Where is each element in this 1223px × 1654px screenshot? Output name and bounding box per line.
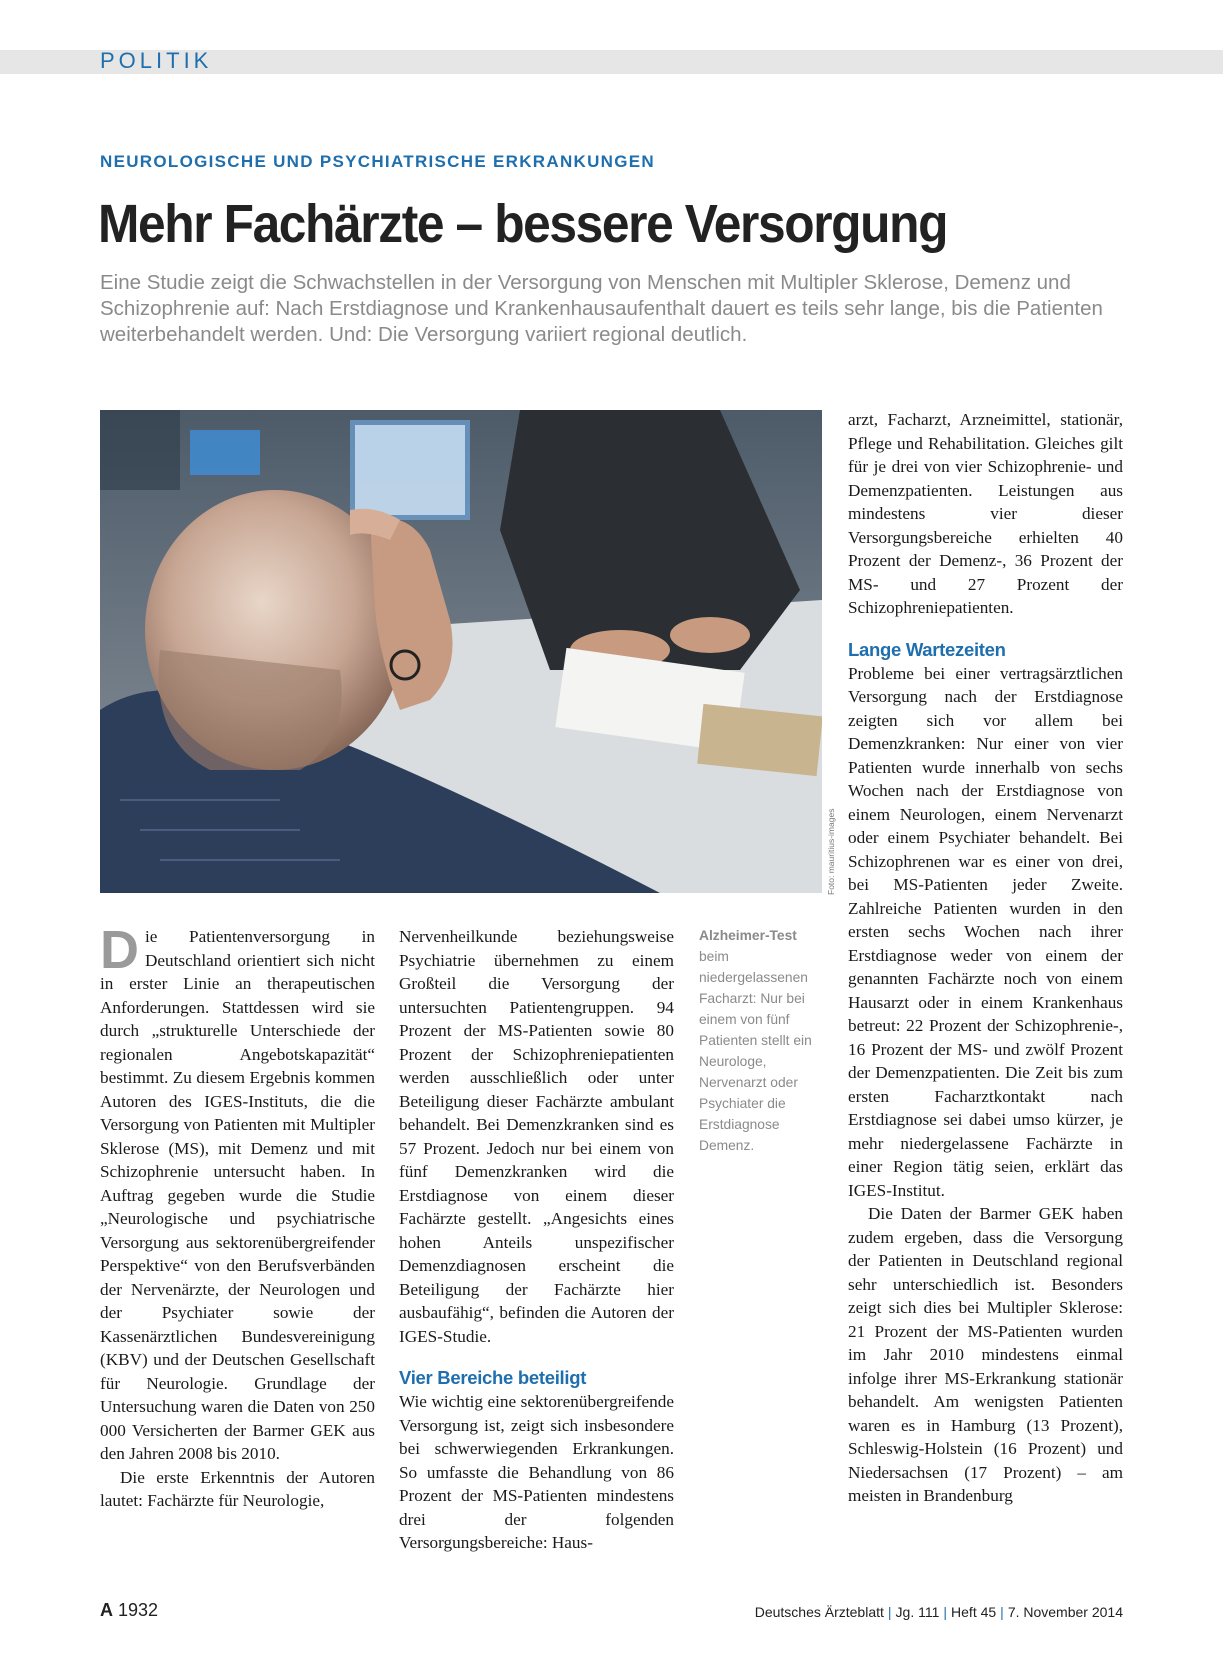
caption-title: Alzheimer-Test (699, 928, 797, 943)
photo-caption (699, 925, 829, 1156)
drop-cap: D (100, 920, 139, 980)
paragraph: Die erste Erkenntnis der Autoren lautet: Fachärzte für Neurologie, (100, 1467, 375, 1510)
article-title: Mehr Fachärzte – bessere Versorgung (98, 194, 948, 254)
journal-date: 7. November 2014 (1007, 1604, 1123, 1620)
subheading: Lange Wartezeiten (848, 638, 1006, 660)
section-label: POLITIK (100, 48, 213, 73)
body-column-3 (848, 408, 1123, 1508)
photo-illustration (100, 410, 822, 893)
subheading: Vier Bereiche beteiligt (399, 1367, 587, 1388)
journal-footer: Deutsches Ärzteblatt | Jg. 111 | Heft 45 | 7. November 2014 (754, 1604, 1123, 1620)
journal-issue: Heft 45 (951, 1604, 997, 1620)
paragraph: arzt, Facharzt, Arzneimittel, stationär, Pflege und Rehabilitation. Gleiches gilt für je drei von vier Schizophrenie- und Demenzpatienten. Leistungen aus mindestens vier dieser Versorgungsbereiche erhielten 40 Prozent der Demenz-, 36 Prozent der MS- und 27 Prozent der Schizophreniepatienten. (848, 410, 1123, 617)
journal-name: Deutsches Ärzteblatt (754, 1604, 884, 1620)
caption-text: beim niedergelassenen Facharzt: Nur bei einem von fünf Patienten stellt ein Neurologe, Nervenarzt oder Psychiater die Erstdiagnose Demenz. (699, 949, 812, 1153)
paragraph: Die Patientenversorgung in Deutschland orientiert sich nicht in erster Linie an therapeutischen Anforderungen. Stattdessen wird sie durch „strukturelle Unterschiede der regionalen Angebotskapazität“ bestimmt. Zu diesem Ergebnis kommen Autoren des IGES-Instituts, die die Versorgung von Patienten mit Multipler Sklerose (MS), mit Demenz und mit Schizophrenie untersucht haben. In Auftrag gegeben wurde die Studie „Neurologische und psychiatrische Versorgung aus sektorenübergreifender Perspektive“ von den Berufsverbänden der Nervenärzte, der Neurologen und der Psychiater sowie der Kassenärztlichen Bundesvereinigung (KBV) und der Deutschen Gesellschaft für Neurologie. Grundlage der Untersuchung waren die Daten von 250 000 Versicherten der Barmer GEK aus den Jahren 2008 bis 2010. (100, 920, 375, 1463)
journal-volume: Jg. 111 (895, 1604, 940, 1620)
page-number: A 1932 (100, 1600, 159, 1620)
article-photo (100, 410, 822, 893)
paragraph: Probleme bei einer vertragsärztlichen Versorgung nach der Erstdiagnose zeigten sich vor allem bei Demenzkranken: Nur einer von vier Patienten wurde innerhalb von sechs Wochen nach der Erstdiagnose von einem Neurologen, einem Nervenarzt oder einem Psychiater behandelt. Bei Schizophrenen war es einer von drei, bei MS-Patienten jeder Zweite. Zahlreiche Patienten wurden in den ersten sechs Wochen nach ihrer Erstdiagnose weder von einem der genannten Fachärzte noch von einem Hausarzt oder in einem Krankenhaus betreut: 22 Prozent der Schizophrenie-, 16 Prozent der MS- und zwölf Prozent der Demenzpatienten. Die Zeit bis zum ersten Facharztkontakt nach Erstdiagnose sei dabei umso kürzer, je mehr niedergelassene Fachärzte in einer Region tätig seien, erklärt das IGES-Institut. (848, 663, 1123, 1200)
article-lead: Eine Studie zeigt die Schwachstellen in der Versorgung von Menschen mit Multipler Sklerose, Demenz und Schizophrenie auf: Nach Erstdiagnose und Krankenhausaufenthalt dauert es teils sehr lange, bis die Patienten weiterbehandelt werden. Und: Die Versorgung variiert regional deutlich. (100, 271, 1103, 346)
photo-credit: Foto: mauritius-images (826, 808, 836, 895)
body-column-1 (100, 920, 375, 1513)
paragraph: Wie wichtig eine sektorenübergreifende Versorgung ist, zeigt sich insbesondere bei schwerwiegenden Erkrankungen. So umfasste die Behandlung von 86 Prozent der MS-Patienten mindestens drei der folgenden Versorgungsbereiche: Haus- (399, 1392, 674, 1552)
paragraph: Nervenheilkunde beziehungsweise Psychiatrie übernehmen zu einem Großteil die Versorgung der untersuchten Patientengruppen. 94 Prozent der MS-Patienten sowie 80 Prozent der Schizophreniepatienten werden ausschließlich oder unter Beteiligung dieser Fachärzte ambulant behandelt. Bei Demenzkranken sind es 57 Prozent. Jedoch nur bei einem von fünf Demenzkranken wird die Erstdiagnose von einem dieser Fachärzte gestellt. „Angesichts eines hohen Anteils unspezifischer Demenzdiagnosen erscheint die Beteiligung der Fachärzte hier ausbaufähig“, befinden die Autoren der IGES-Studie. (399, 927, 674, 1346)
article-kicker: NEUROLOGISCHE UND PSYCHIATRISCHE ERKRANKUNGEN (100, 152, 655, 171)
body-column-2 (399, 925, 674, 1555)
paragraph: Die Daten der Barmer GEK haben zudem ergeben, dass die Versorgung der Patienten in Deutschland regional sehr unterschiedlich ist. Besonders zeigt sich dies bei Multipler Sklerose: 21 Prozent der MS-Patienten wurden im Jahr 2010 mindestens einmal infolge ihrer MS-Erkrankung stationär behandelt. Am wenigsten Patienten waren es in Hamburg (13 Prozent), Schleswig-Holstein (16 Prozent) und Niedersachsen (17 Prozent) – am meisten in Brandenburg (848, 1204, 1123, 1505)
